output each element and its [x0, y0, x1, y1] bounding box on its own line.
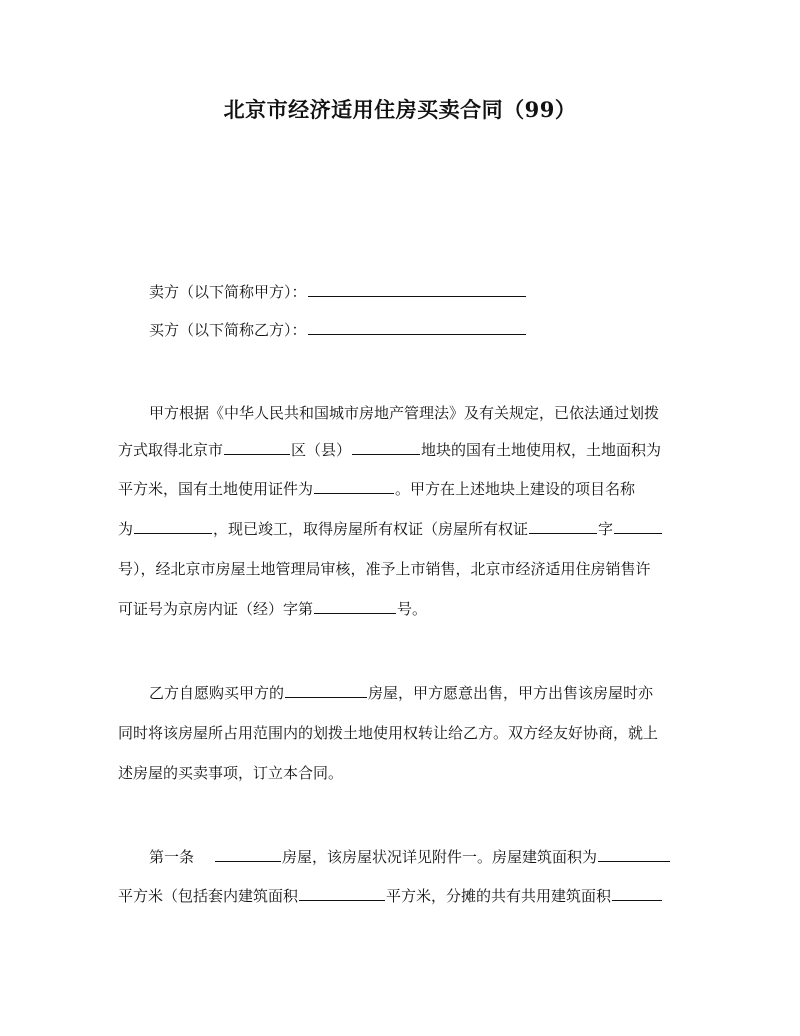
- seller-line: [149, 281, 719, 303]
- buyer-name-blank[interactable]: [308, 319, 526, 335]
- house-location-blank[interactable]: [285, 682, 367, 698]
- sales-license-blank[interactable]: [314, 598, 396, 614]
- para2-line1: [149, 682, 719, 704]
- building-area-blank[interactable]: [598, 846, 670, 862]
- para2-line2: [118, 722, 688, 744]
- para1-text: 字: [598, 520, 614, 538]
- para1-line5: [118, 558, 688, 580]
- land-certificate-blank[interactable]: [314, 478, 394, 494]
- para1-line3: [118, 478, 688, 500]
- para1-text: 号。: [397, 600, 428, 618]
- project-name-blank[interactable]: [134, 518, 212, 534]
- shared-area-blank[interactable]: [612, 885, 662, 901]
- ownership-cert-number-blank[interactable]: [614, 518, 662, 534]
- para1-text: 甲方根据《中华人民共和国城市房地产管理法》及有关规定，已依法通过划拨: [149, 404, 660, 422]
- article1-text: 房屋，该房屋状况详见附件一。房屋建筑面积为: [282, 848, 598, 866]
- article1-line1: [149, 846, 719, 868]
- para1-line4: [118, 518, 688, 540]
- article1-text: 平方米，分摊的共有共用建筑面积: [386, 887, 612, 905]
- para2-text: 同时将该房屋所占用范围内的划拨土地使用权转让给乙方。双方经友好协商，就上: [118, 724, 659, 742]
- para1-text: ，现已竣工，取得房屋所有权证（房屋所有权证: [213, 520, 529, 538]
- article1-house-blank[interactable]: [215, 846, 281, 862]
- seller-name-blank[interactable]: [308, 281, 526, 297]
- para1-text: 方式取得北京市: [118, 441, 224, 459]
- document-title: 北京市经济适用住房买卖合同（99）: [223, 97, 577, 122]
- article1-text: 平方米（包括套内建筑面积: [118, 887, 299, 905]
- ownership-cert-prefix-blank[interactable]: [529, 518, 597, 534]
- para1-text: 号），经北京市房屋土地管理局审核，准予上市销售，北京市经济适用住房销售许: [118, 560, 651, 578]
- para1-text: 平方米，国有土地使用证件为: [118, 480, 314, 498]
- para2-text: 述房屋的买卖事项，订立本合同。: [118, 764, 344, 782]
- plot-blank[interactable]: [352, 439, 420, 455]
- para1-text: 可证号为京房内证（经）字第: [118, 600, 314, 618]
- article1-line2: [118, 885, 688, 907]
- para2-text: 乙方自愿购买甲方的: [149, 684, 285, 702]
- buyer-label: 买方（以下简称乙方）：: [149, 321, 307, 339]
- district-blank[interactable]: [224, 439, 290, 455]
- para1-line6: [118, 598, 688, 620]
- para2-text: 房屋，甲方愿意出售，甲方出售该房屋时亦: [368, 684, 654, 702]
- buyer-line: [149, 319, 719, 341]
- para1-text: 。甲方在上述地块上建设的项目名称: [395, 480, 636, 498]
- seller-label: 卖方（以下简称甲方）：: [149, 283, 307, 301]
- article-number: 第一条: [149, 848, 195, 866]
- para1-text: 地块的国有土地使用权，土地面积为: [421, 441, 662, 459]
- para1-text: 为: [118, 520, 134, 538]
- para1-text: 区（县）: [291, 441, 352, 459]
- para1-line2: [118, 439, 688, 461]
- inner-area-blank[interactable]: [299, 885, 385, 901]
- para2-line3: [118, 762, 688, 784]
- para1-line1: [149, 402, 688, 424]
